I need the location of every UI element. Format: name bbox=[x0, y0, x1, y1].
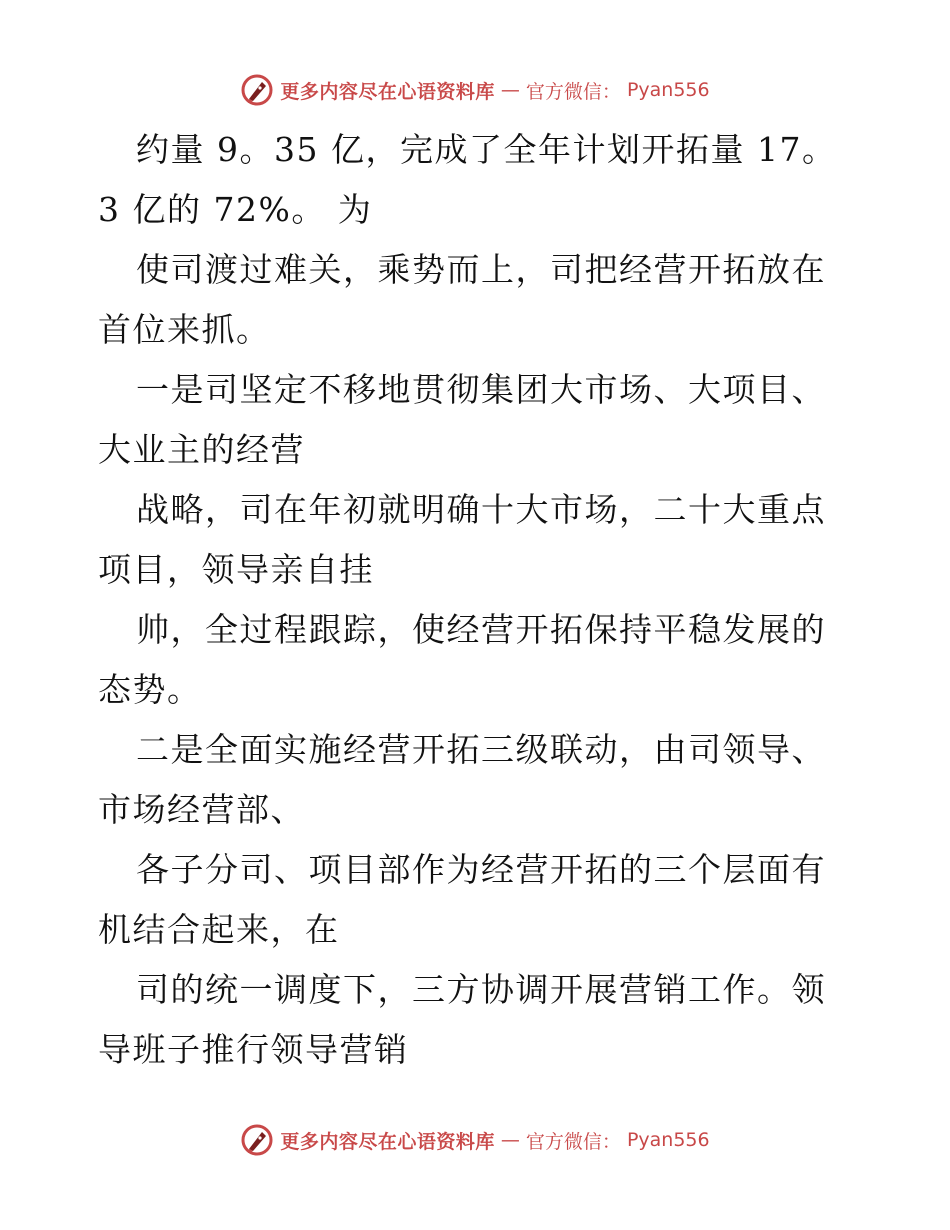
banner-wechat-id: Pyan556 bbox=[626, 1129, 710, 1151]
paragraph: 使司渡过难关，乘势而上，司把经营开拓放在首位来抓。 bbox=[98, 250, 826, 349]
document-body bbox=[98, 120, 850, 1080]
paragraph: 约量 9。35 亿，完成了全年计划开拓量 17。3 亿的 72%。 为 bbox=[98, 130, 837, 229]
header-banner bbox=[0, 70, 950, 110]
banner-dash: — bbox=[500, 1129, 520, 1151]
pen-nib-logo-icon bbox=[240, 1123, 274, 1157]
paragraph: 各子分司、项目部作为经营开拓的三个层面有机结合起来，在 bbox=[98, 850, 826, 949]
footer-banner bbox=[0, 1120, 950, 1160]
paragraph: 战略，司在年初就明确十大市场，二十大重点项目，领导亲自挂 bbox=[98, 490, 826, 589]
pen-nib-logo-icon bbox=[240, 73, 274, 107]
banner-wechat-label: 官方微信： bbox=[525, 1130, 621, 1153]
banner-site-text: 更多内容尽在心语资料库 bbox=[280, 1130, 495, 1153]
paragraph: 二是全面实施经营开拓三级联动，由司领导、市场经营部、 bbox=[98, 730, 826, 829]
paragraph: 帅，全过程跟踪，使经营开拓保持平稳发展的态势。 bbox=[98, 610, 826, 709]
paragraph: 一是司坚定不移地贯彻集团大市场、大项目、大业主的经营 bbox=[98, 370, 826, 469]
banner-dash: — bbox=[500, 79, 520, 101]
paragraph: 司的统一调度下，三方协调开展营销工作。领导班子推行领导营销 bbox=[98, 970, 826, 1069]
banner-wechat-id: Pyan556 bbox=[626, 79, 710, 101]
banner-site-text: 更多内容尽在心语资料库 bbox=[280, 80, 495, 103]
banner-wechat-label: 官方微信： bbox=[525, 80, 621, 103]
